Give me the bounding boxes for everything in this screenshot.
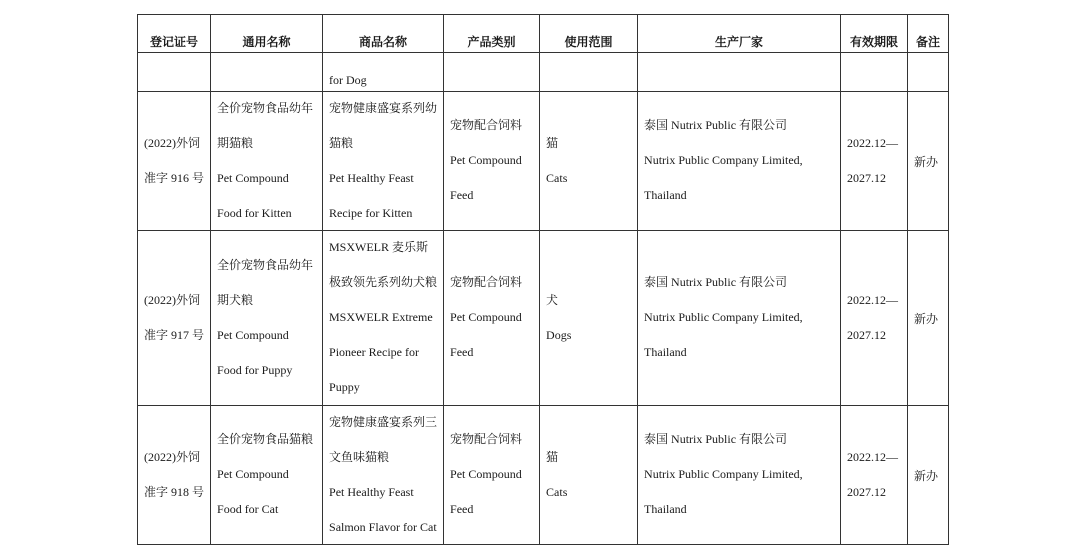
- reg-no-cell: (2022)外饲 准字 918 号: [138, 406, 211, 545]
- product-name-cell: 宠物健康盛宴系列幼 猫粮 Pet Healthy Feast Recipe for Kitten: [323, 92, 444, 231]
- validity-cell: 2022.12— 2027.12: [841, 406, 908, 545]
- note-cell: 新办: [908, 231, 949, 406]
- note-cell: 新办: [908, 406, 949, 545]
- validity-cell: 2022.12— 2027.12: [841, 231, 908, 406]
- reg-no-cell: (2022)外饲 准字 917 号: [138, 231, 211, 406]
- header-note: 备注: [908, 15, 949, 53]
- product-name-cell: MSXWELR 麦乐斯 极致领先系列幼犬粮 MSXWELR Extreme Pioneer Recipe for Puppy: [323, 231, 444, 406]
- header-category: 产品类别: [444, 15, 540, 53]
- reg-no-cell: (2022)外饲 准字 916 号: [138, 92, 211, 231]
- scope-cell: 犬 Dogs: [540, 231, 638, 406]
- header-reg-no: 登记证号: [138, 15, 211, 53]
- category-cell: 宠物配合饲料 Pet Compound Feed: [444, 231, 540, 406]
- table-row: [138, 406, 949, 545]
- header-row: [138, 15, 949, 53]
- continued-row: [138, 53, 949, 92]
- header-scope: 使用范围: [540, 15, 638, 53]
- generic-name-cell: 全价宠物食品猫粮 Pet Compound Food for Cat: [211, 406, 323, 545]
- header-product-name: 商品名称: [323, 15, 444, 53]
- scope-cell: 猫 Cats: [540, 92, 638, 231]
- header-generic-name: 通用名称: [211, 15, 323, 53]
- product-name-cell: 宠物健康盛宴系列三 文鱼味猫粮 Pet Healthy Feast Salmon Flavor for Cat: [323, 406, 444, 545]
- category-cell: 宠物配合饲料 Pet Compound Feed: [444, 92, 540, 231]
- scope-cell: 猫 Cats: [540, 406, 638, 545]
- continued-product-name: for Dog: [323, 53, 444, 92]
- note-cell: 新办: [908, 92, 949, 231]
- manufacturer-cell: 泰国 Nutrix Public 有限公司 Nutrix Public Company Limited, Thailand: [638, 231, 841, 406]
- generic-name-cell: 全价宠物食品幼年 期犬粮 Pet Compound Food for Puppy: [211, 231, 323, 406]
- header-manufacturer: 生产厂家: [638, 15, 841, 53]
- category-cell: 宠物配合饲料 Pet Compound Feed: [444, 406, 540, 545]
- validity-cell: 2022.12— 2027.12: [841, 92, 908, 231]
- table-row: [138, 231, 949, 406]
- generic-name-cell: 全价宠物食品幼年 期猫粮 Pet Compound Food for Kitten: [211, 92, 323, 231]
- header-validity: 有效期限: [841, 15, 908, 53]
- registration-table: [137, 14, 949, 545]
- manufacturer-cell: 泰国 Nutrix Public 有限公司 Nutrix Public Company Limited, Thailand: [638, 92, 841, 231]
- manufacturer-cell: 泰国 Nutrix Public 有限公司 Nutrix Public Company Limited, Thailand: [638, 406, 841, 545]
- table-row: [138, 92, 949, 231]
